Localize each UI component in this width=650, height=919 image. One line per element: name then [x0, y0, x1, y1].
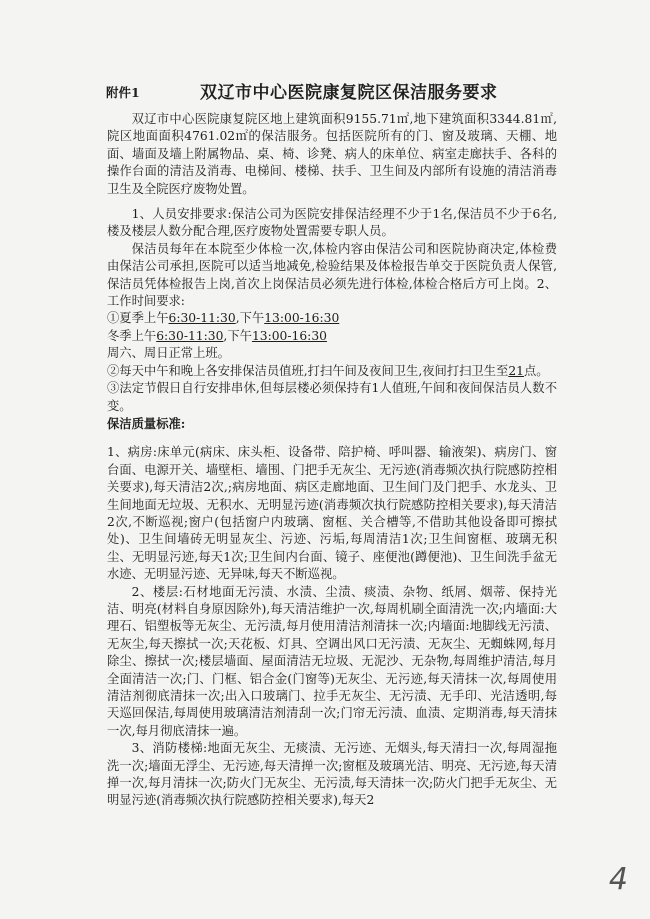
document-header [106, 78, 560, 104]
staffing-paragraph: 1、人员安排要求:保洁公司为医院安排保洁经理不少于1名,保洁员不少于6名,楼及楼层人数分配合理,医疗废物处置需要专职人员。 [107, 207, 557, 239]
winter-hours-line [107, 328, 557, 345]
quality-heading: 保洁质量标准: [107, 415, 186, 431]
summer-pm-hours: 13:00-16:30 [264, 311, 340, 326]
ward-standard-paragraph: 1、病房:床单元(病床、床头柜、设备带、陪护椅、呼叫器、输液架)、病房门、窗台面、电源开关、墙壁柜、墙围、门把手无灰尘、无污迹(消毒频次执行院感防控相关要求),每天清洁2次,;病房地面、病区走廊地面、卫生间门及门把手、水龙头、卫生间地面无垃圾、无积水、无明显污迹(消毒频次执行院感防控相关要求),每天清洁2次,不断巡视;窗户(包括窗户内玻璃、窗框、关合槽等,不借助其他设备即可擦拭处)、卫生间墙砖无明显灰尘、污迹、污垢,每周清洁1次;卫生间窗框、玻璃无积尘、无明显污迹,每天1次;卫生间内台面、镜子、座便池(蹲便池)、卫生间洗手盆无水迹、无明显污迹、无异味,每天不断巡视。 [107, 445, 557, 582]
weekend-line: 周六、周日正常上班。 [107, 346, 230, 361]
page-title: 双辽市中心医院康复院区保洁服务要求 [200, 83, 498, 103]
summer-prefix: ①夏季上午 [107, 311, 169, 326]
annex-label: 附件1 [106, 85, 140, 100]
intro-paragraph: 双辽市中心医院康复院区地上建筑面积9155.71㎡,地下建筑面积3344.81㎡,院区地面面积4761.02㎡的保洁服务。包括医院所有的门、窗及玻璃、天棚、地面、墙面及墙上附属物品、桌、椅、诊凳、病人的床单位、病室走廊扶手、各科的操作台面的清洁及消毒、电梯间、楼梯、扶手、卫生间及内部所有设施的清洁消毒卫生及全院医疗废物处置。 [107, 112, 557, 196]
duty-text: ②每天中午和晚上各安排保洁员值班,打扫午间及夜间卫生,夜间打扫卫生至 [107, 363, 509, 378]
duty-line [107, 363, 557, 380]
duty-end: 点。 [523, 363, 549, 378]
stairs-standard-paragraph: 3、消防楼梯:地面无灰尘、无痰渍、无污迹、无烟头,每天清扫一次,每周湿拖洗一次;墙面无浮尘、无污迹,每天清掸一次;窗框及玻璃光洁、明亮、无污迹,每天清掸一次,每月清抹一次;防火门无灰尘、无污渍,每天清抹一次;防火门把手无灰尘、无明显污迹(消毒频次执行院感防控相关要求),每天2 [107, 741, 557, 808]
summer-hours-line [107, 310, 557, 327]
holiday-line: ③法定节假日自行安排串休,但每层楼必须保持有1人值班,午间和夜间保洁员人数不变。 [107, 381, 557, 413]
winter-mid: ,下午 [223, 328, 252, 343]
health-check-paragraph: 保洁员每年在本院至少体检一次,体检内容由保洁公司和医院协商决定,体检费由保洁公司承担,医院可以适当地减免,检验结果及体检报告单交于医院负责人保管,保洁员凭体检报告上岗,首次上岗保洁员必须先进行体检,体检合格后方可上岗。2、工作时间要求: [107, 241, 557, 309]
duty-hour: 21 [508, 363, 524, 378]
winter-pm-hours: 13:00-16:30 [251, 328, 327, 343]
winter-prefix: 冬季上午 [107, 328, 157, 343]
summer-mid: ,下午 [235, 311, 265, 326]
document-body [107, 111, 557, 810]
page-number: 4 [608, 862, 628, 897]
winter-am-hours: 6:30-11:30 [156, 328, 224, 343]
summer-am-hours: 6:30-11:30 [168, 311, 236, 326]
floor-standard-paragraph: 2、楼层:石材地面无污渍、水渍、尘渍、痰渍、杂物、纸屑、烟蒂、保持光洁、明亮(材料自身原因除外),每天清洁维护一次,每周机刷全面清洗一次;内墙面:大理石、铝塑板等无灰尘、无污渍,每月使用清洁剂清抹一次;内墙面:地脚线无污渍、无灰尘,每天擦拭一次;天花板、灯具、空调出风口无污渍、无灰尘、无蜘蛛网,每月除尘、擦拭一次;楼层墙面、屋面清洁无垃圾、无泥沙、无杂物,每周维护清洁,每月全面清洁一次;门、门框、铝合金(门窗等)无灰尘、无污迹,每天清抹一次,每周使用清洁剂彻底清抹一次;出入口玻璃门、拉手无灰尘、无污渍、无手印、光洁透明,每天巡回保洁,每周使用玻璃清洁剂清刮一次;门帘无污渍、血渍、定期消毒,每天清抹一次,每月彻底清抹一遍。 [107, 584, 557, 738]
